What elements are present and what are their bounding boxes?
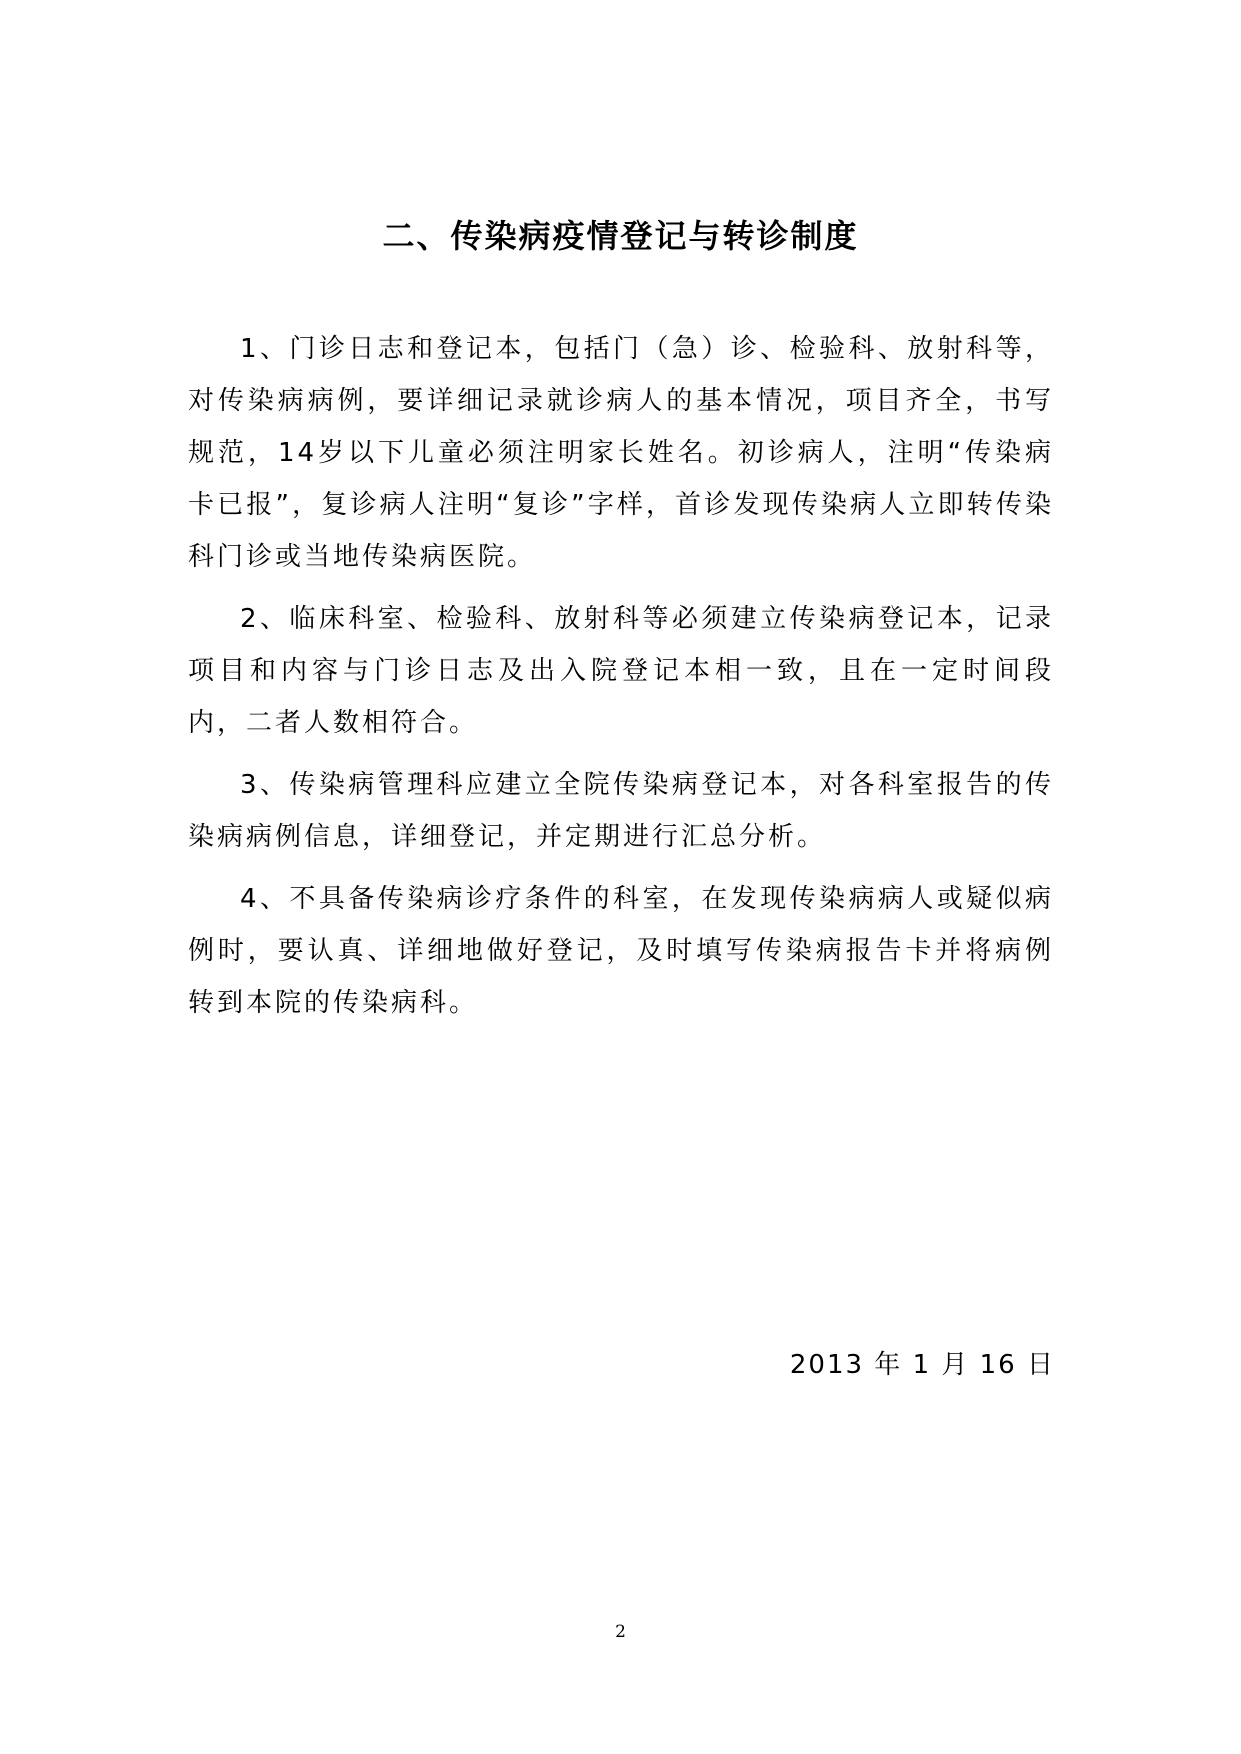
document-title: 二、传染病疫情登记与转诊制度 [382, 217, 859, 255]
paragraph-4: 4、不具备传染病诊疗条件的科室，在发现传染病病人或疑似病例时，要认真、详细地做好登记，及时填写传染病报告卡并将病例转到本院的传染病科。 [188, 884, 1054, 1018]
document-date: 2013 年 1 月 16 日 [789, 1350, 1055, 1380]
paragraph-1: 1、门诊日志和登记本，包括门（急）诊、检验科、放射科等，对传染病病例，要详细记录就诊病人的基本情况，项目齐全，书写规范，14岁以下儿童必须注明家长姓名。初诊病人，注明“传染病卡已报”，复诊病人注明“复诊”字样，首诊发现传染病人立即转传染科门诊或当地传染病医院。 [188, 334, 1054, 572]
paragraph-2: 2、临床科室、检验科、放射科等必须建立传染病登记本，记录项目和内容与门诊日志及出入院登记本相一致，且在一定时间段内，二者人数相符合。 [188, 604, 1054, 738]
page-number: 2 [615, 1622, 626, 1642]
paragraph-3: 3、传染病管理科应建立全院传染病登记本，对各科室报告的传染病病例信息，详细登记，并定期进行汇总分析。 [188, 770, 1054, 852]
document-body [188, 323, 1054, 1039]
